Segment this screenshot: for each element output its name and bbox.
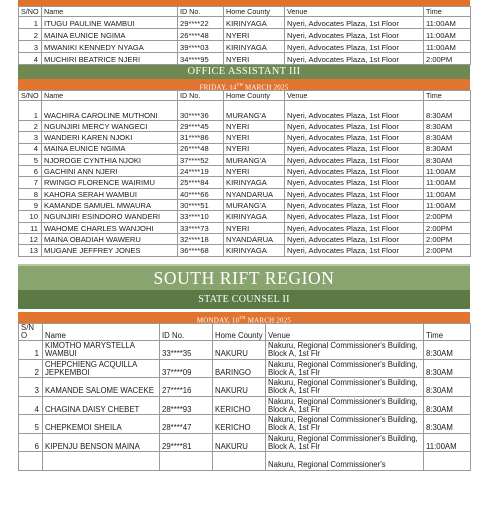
id-number: 28****47 [160,415,213,434]
candidate-name: KAHORA SERAH WAMBUI [42,188,178,199]
table-body-1 [19,17,471,65]
candidate-name: KIMOTHO MARYSTELLA WAMBUI [43,341,160,360]
id-number: 29****81 [160,433,213,452]
home-county: KIRINYAGA [224,211,285,222]
id-number: 40****66 [178,188,224,199]
time: 2:00PM [424,245,471,256]
venue: Nyeri, Advocates Plaza, 1st Floor [285,166,424,177]
time: 11:00AM [424,433,471,452]
time: 11:00AM [424,200,471,211]
time [424,452,471,471]
row-number: 12 [19,233,42,244]
row-number: 7 [19,177,42,188]
venue: Nyeri, Advocates Plaza, 1st Floor [285,17,424,29]
venue: Nyeri, Advocates Plaza, 1st Floor [285,188,424,199]
home-county: NYERI [224,29,285,41]
id-number: 32****18 [178,233,224,244]
region-title-banner: SOUTH RIFT REGION [18,264,470,290]
table-row [19,200,471,211]
row-number: 4 [19,53,42,65]
home-county: NYERI [224,222,285,233]
table-row [19,415,471,434]
candidate-name: MAINA OBADIAH WAWERU [42,233,178,244]
table-row [19,53,471,65]
venue: Nyeri, Advocates Plaza, 1st Floor [285,200,424,211]
venue: Nyeri, Advocates Plaza, 1st Floor [285,233,424,244]
candidate-name: MAINA EUNICE NGIMA [42,143,178,154]
venue: Nyeri, Advocates Plaza, 1st Floor [285,177,424,188]
table-row [19,378,471,397]
home-county: NAKURU [213,433,266,452]
table-row [19,132,471,143]
venue: Nakuru, Regional Commissioner's Building, Block A, 1st Flr [266,341,424,360]
home-county: NYERI [224,53,285,65]
candidate-name: RWINGO FLORENCE WAIRIMU [42,177,178,188]
col-time: Time [424,91,471,101]
col-county: Home County [213,323,266,341]
id-number [160,452,213,471]
home-county: KIRINYAGA [224,245,285,256]
table-body-2 [19,101,471,257]
time: 11:00AM [424,166,471,177]
table-row [19,17,471,29]
venue: Nyeri, Advocates Plaza, 1st Floor [285,41,424,53]
row-number: 9 [19,200,42,211]
venue: Nakuru, Regional Commissioner's Building, Block A, 1st Flr [266,359,424,378]
home-county: BARINGO [213,359,266,378]
row-number: 1 [19,101,42,121]
time: 8:30AM [424,143,471,154]
row-number: 1 [19,341,43,360]
col-county: Home County [224,91,285,101]
candidate-name: NJOROGE CYNTHIA NJOKI [42,154,178,165]
candidate-name: CHEPKEMOI SHEILA [43,415,160,434]
home-county: KERICHO [213,396,266,415]
venue: Nakuru, Regional Commissioner's Building, Block A, 1st Flr [266,415,424,434]
col-name: Name [43,323,160,341]
row-number: 5 [19,154,42,165]
id-number: 30****36 [178,101,224,121]
table-header-row [19,7,471,17]
date-banner-1: FRIDAY, 14TH MARCH 2025 [18,79,470,90]
venue: Nyeri, Advocates Plaza, 1st Floor [285,143,424,154]
venue: Nakuru, Regional Commissioner's [266,452,424,471]
id-number: 26****48 [178,143,224,154]
col-name: Name [42,7,178,17]
table-body-3 [19,341,471,471]
candidate-name: MWANIKI KENNEDY NYAGA [42,41,178,53]
candidate-name: GACHINI ANN NJERI [42,166,178,177]
venue: Nyeri, Advocates Plaza, 1st Floor [285,101,424,121]
id-number: 29****45 [178,121,224,132]
post-subtitle-banner: STATE COUNSEL II [18,290,470,309]
home-county: NYERI [224,121,285,132]
home-county: NYANDARUA [224,188,285,199]
time: 11:00AM [424,41,471,53]
row-number: 8 [19,188,42,199]
row-number [19,452,43,471]
home-county: NYERI [224,143,285,154]
time: 8:30AM [424,101,471,121]
time: 11:00AM [424,188,471,199]
venue: Nyeri, Advocates Plaza, 1st Floor [285,211,424,222]
home-county: KIRINYAGA [224,41,285,53]
time: 8:30AM [424,359,471,378]
home-county: MURANG'A [224,101,285,121]
id-number: 25****84 [178,177,224,188]
candidate-name: KIPENJU BENSON MAINA [43,433,160,452]
time: 8:30AM [424,121,471,132]
table-row [19,222,471,233]
venue: Nakuru, Regional Commissioner's Building, Block A, 1st Flr [266,433,424,452]
id-number: 33****73 [178,222,224,233]
row-number: 2 [19,121,42,132]
table-row [19,396,471,415]
home-county: NAKURU [213,378,266,397]
time: 2:00PM [424,233,471,244]
venue: Nyeri, Advocates Plaza, 1st Floor [285,132,424,143]
schedule-table-2 [18,90,471,257]
row-number: 6 [19,433,43,452]
id-number: 39****03 [178,41,224,53]
time: 11:00AM [424,29,471,41]
candidate-name: NGUNJIRI ESINDORO WANDERI [42,211,178,222]
id-number: 28****93 [160,396,213,415]
home-county: NYERI [224,132,285,143]
id-number: 31****86 [178,132,224,143]
table-row [19,177,471,188]
table-row [19,29,471,41]
row-number: 4 [19,143,42,154]
home-county: KIRINYAGA [224,177,285,188]
id-number: 26****48 [178,29,224,41]
candidate-name [43,452,160,471]
candidate-name: KAMANDE SAMUEL MWAURA [42,200,178,211]
time: 8:30AM [424,378,471,397]
col-id: ID No. [178,91,224,101]
time: 11:00AM [424,177,471,188]
id-number: 37****09 [160,359,213,378]
date-banner-2: MONDAY, 10TH MARCH 2025 [18,312,470,323]
venue: Nyeri, Advocates Plaza, 1st Floor [285,154,424,165]
table-row [19,154,471,165]
row-number: 10 [19,211,42,222]
venue: Nyeri, Advocates Plaza, 1st Floor [285,53,424,65]
id-number: 37****52 [178,154,224,165]
home-county: NYANDARUA [224,233,285,244]
time: 8:30AM [424,415,471,434]
row-number: 6 [19,166,42,177]
col-time: Time [424,7,471,17]
table-row [19,101,471,121]
time: 8:30AM [424,396,471,415]
row-number: 3 [19,378,43,397]
col-venue: Venue [266,323,424,341]
post-title-banner: OFFICE ASSISTANT III [18,65,470,79]
row-number: 3 [19,132,42,143]
time: 2:00PM [424,222,471,233]
time: 2:00PM [424,211,471,222]
table-row [19,452,471,471]
table-header-row [19,323,471,341]
candidate-name: WACHIRA CAROLINE MUTHONI [42,101,178,121]
home-county: MURANG'A [224,200,285,211]
candidate-name: CHAGINA DAISY CHEBET [43,396,160,415]
time: 11:00AM [424,17,471,29]
table-row [19,41,471,53]
home-county: KERICHO [213,415,266,434]
id-number: 29****22 [178,17,224,29]
home-county: NAKURU [213,341,266,360]
row-number: 4 [19,396,43,415]
venue: Nakuru, Regional Commissioner's Building, Block A, 1st Flr [266,378,424,397]
col-time: Time [424,323,471,341]
row-number: 2 [19,29,42,41]
id-number: 34****95 [178,53,224,65]
table-row [19,233,471,244]
id-number: 33****35 [160,341,213,360]
col-venue: Venue [285,91,424,101]
col-venue: Venue [285,7,424,17]
time: 8:30AM [424,154,471,165]
interview-schedule [18,0,470,471]
candidate-name: KAMANDE SALOME WACEKE [43,378,160,397]
id-number: 30****51 [178,200,224,211]
id-number: 27****16 [160,378,213,397]
home-county: NYERI [224,166,285,177]
col-name: Name [42,91,178,101]
col-id: ID No. [160,323,213,341]
venue: Nyeri, Advocates Plaza, 1st Floor [285,222,424,233]
id-number: 24****19 [178,166,224,177]
home-county: KIRINYAGA [224,17,285,29]
table-row [19,245,471,256]
id-number: 33****10 [178,211,224,222]
time: 8:30AM [424,132,471,143]
table-row [19,121,471,132]
candidate-name: ITUGU PAULINE WAMBUI [42,17,178,29]
table-row [19,433,471,452]
candidate-name: WANDERI KAREN NJOKI [42,132,178,143]
col-sno: S/NO [19,91,42,101]
schedule-table-3 [18,323,471,471]
table-row [19,143,471,154]
candidate-name: WAHOME CHARLES WANJOHI [42,222,178,233]
table-row [19,359,471,378]
home-county: MURANG'A [224,154,285,165]
candidate-name: MUGANE JEFFREY JONES [42,245,178,256]
table-row [19,188,471,199]
col-sno: S/N O [19,323,43,341]
col-id: ID No. [178,7,224,17]
schedule-table-1 [18,6,471,65]
time: 2:00PM [424,53,471,65]
row-number: 11 [19,222,42,233]
row-number: 5 [19,415,43,434]
col-county: Home County [224,7,285,17]
table-header-row [19,91,471,101]
venue: Nyeri, Advocates Plaza, 1st Floor [285,245,424,256]
home-county [213,452,266,471]
col-sno: S/NO [19,7,42,17]
row-number: 13 [19,245,42,256]
venue: Nyeri, Advocates Plaza, 1st Floor [285,29,424,41]
row-number: 1 [19,17,42,29]
table-row [19,211,471,222]
venue: Nyeri, Advocates Plaza, 1st Floor [285,121,424,132]
table-row [19,341,471,360]
row-number: 2 [19,359,43,378]
venue: Nakuru, Regional Commissioner's Building, Block A, 1st Flr [266,396,424,415]
candidate-name: CHEPCHIENG ACQUILLA JEPKEMBOI [43,359,160,378]
candidate-name: MAINA EUNICE NGIMA [42,29,178,41]
time: 8:30AM [424,341,471,360]
candidate-name: NGUNJIRI MERCY WANGECI [42,121,178,132]
candidate-name: MUCHIRI BEATRICE NJERI [42,53,178,65]
row-number: 3 [19,41,42,53]
id-number: 36****68 [178,245,224,256]
table-row [19,166,471,177]
